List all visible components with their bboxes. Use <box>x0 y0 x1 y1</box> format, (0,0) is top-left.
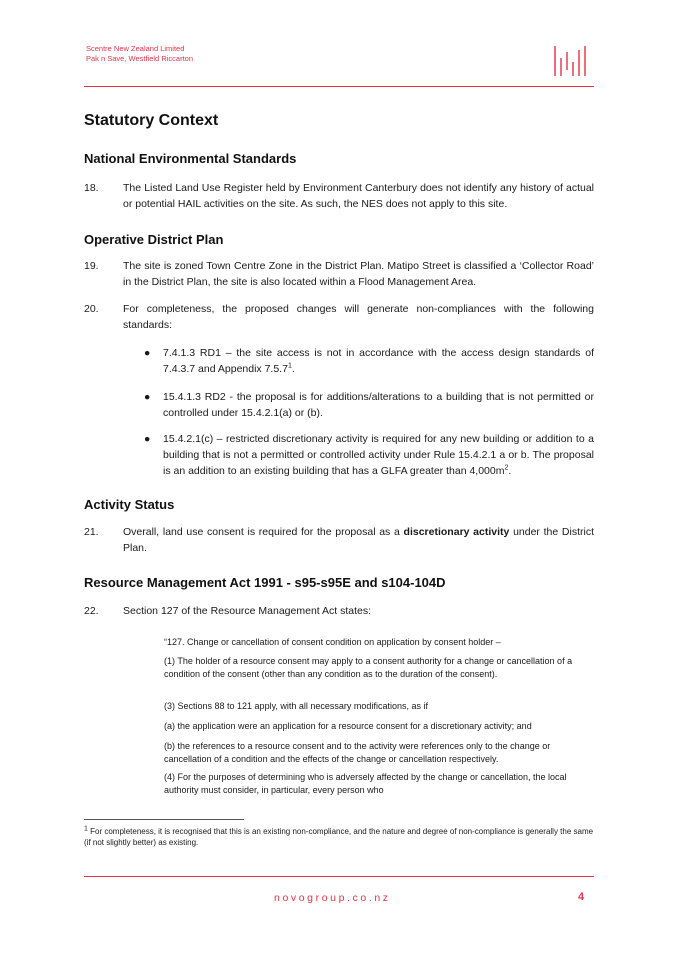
bullet-icon: ● <box>144 347 151 359</box>
quote-line: (a) the application were an application for a resource consent for a discretionary activity; and <box>164 721 532 731</box>
bullet-text: 15.4.2.1(c) – restricted discretionary activity is required for any new building or addition to a building that is not a permitted or controlled activity under Rule 15.4.2.1 a or b. The proposal is an addition to an existing building that has a GLFA greater than 4,000m <box>163 433 594 477</box>
bullet-end: . <box>508 465 512 477</box>
paragraph-text: Overall, land use consent is required for the proposal as a <box>123 526 404 538</box>
list-item <box>144 389 594 421</box>
paragraph-text: The Listed Land Use Register held by Environment Canterbury does not identify any history of actual or potential HAIL activities on the site. As such, the NES does not apply to this site. <box>123 182 594 210</box>
list-item <box>144 345 594 377</box>
heading-rma: Resource Management Act 1991 - s95-s95E and s104-104D <box>84 575 446 590</box>
document-header <box>86 44 193 64</box>
footer-divider <box>84 876 594 877</box>
quote-line: (1) The holder of a resource consent may apply to a consent authority for a change or cancellation of a condition of the consent (other than any condition as to the duration of the consent). <box>164 656 573 679</box>
page-number: 4 <box>578 891 585 903</box>
heading-activity-status: Activity Status <box>84 497 175 512</box>
footnote-number: 1 <box>84 825 88 833</box>
paragraph-21 <box>84 524 594 556</box>
superscript: 2 <box>504 464 509 472</box>
paragraph-text-end: under the District Plan. <box>123 526 594 554</box>
paragraph-20 <box>84 301 594 333</box>
bullet-icon: ● <box>144 391 151 403</box>
header-client: Scentre New Zealand Limited <box>86 44 185 53</box>
paragraph-text: Section 127 of the Resource Management Act states: <box>123 605 372 617</box>
paragraph-number: 21. <box>84 526 99 538</box>
quote-line: (4) For the purposes of determining who is adversely affected by the change or cancellation, the local authority must consider, in particular, every person who <box>164 772 567 795</box>
page-title: Statutory Context <box>84 112 219 129</box>
paragraph-18 <box>84 180 594 212</box>
bold-term: discretionary activity <box>403 526 510 538</box>
header-project: Pak n Save, Westfield Riccarton <box>86 54 193 63</box>
quote-line: “127. Change or cancellation of consent condition on application by consent holder – <box>164 637 501 647</box>
header-divider <box>84 86 594 87</box>
bullet-icon: ● <box>144 433 151 445</box>
quote-line: (b) the references to a resource consent and to the activity were references only to the change or cancellation of a condition and the effects of the change or cancellation respectively. <box>164 741 551 764</box>
footnote-ref[interactable]: 1 <box>287 362 292 370</box>
list-item <box>144 431 594 479</box>
heading-district-plan: Operative District Plan <box>84 232 224 247</box>
paragraph-22 <box>84 603 594 619</box>
paragraph-19 <box>84 258 594 290</box>
paragraph-text: The site is zoned Town Centre Zone in the District Plan. Matipo Street is classified a ‘Collector Road’ in the District Plan, the site is also located within a Flood Management Area. <box>123 260 594 288</box>
footnote-divider <box>84 819 244 820</box>
paragraph-text: For completeness, the proposed changes will generate non-compliances with the following standards: <box>123 303 594 331</box>
novo-bars-logo-icon <box>553 44 587 78</box>
paragraph-number: 20. <box>84 303 99 315</box>
paragraph-number: 19. <box>84 260 99 272</box>
footer-website-link[interactable]: novogroup.co.nz <box>274 892 391 904</box>
paragraph-number: 22. <box>84 605 99 617</box>
footnote-text: For completeness, it is recognised that this is an existing non-compliance, and the nature and degree of non-compliance is generally the same (if not slightly better) as existing. <box>84 827 594 847</box>
bullet-text: 15.4.1.3 RD2 - the proposal is for additions/alterations to a building that is not permitted or controlled under 15.4.2.1(a) or (b). <box>163 391 594 419</box>
bullet-text: 7.4.1.3 RD1 – the site access is not in accordance with the access design standards of 7.4.3.7 and Appendix 7.5.7 <box>163 347 594 375</box>
paragraph-number: 18. <box>84 182 99 194</box>
footnote <box>84 826 594 848</box>
bullet-end: . <box>291 363 295 375</box>
quote-line: (3) Sections 88 to 121 apply, with all necessary modifications, as if <box>164 701 428 711</box>
heading-nes: National Environmental Standards <box>84 151 297 166</box>
